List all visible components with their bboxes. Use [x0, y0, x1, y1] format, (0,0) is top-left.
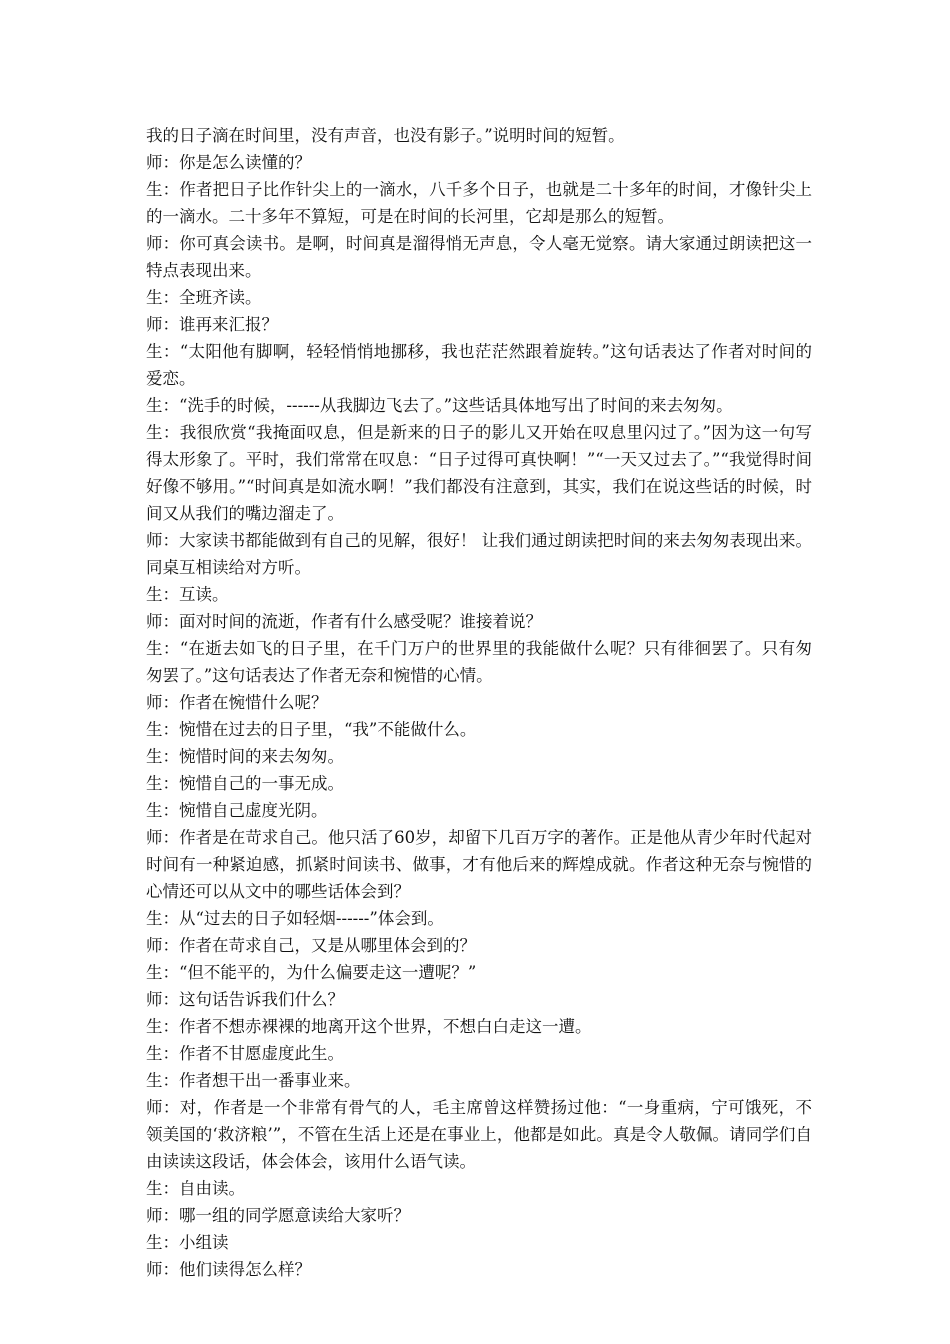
paragraph: 生：惋惜自己虚度光阴。	[146, 801, 328, 820]
paragraph: 师：作者在惋惜什么呢？	[146, 693, 328, 712]
paragraph: 生：自由读。	[146, 1179, 245, 1198]
paragraph: 生：全班齐读。	[146, 288, 262, 307]
paragraph: 师：面对时间的流逝，作者有什么感受呢？谁接着说？	[146, 612, 542, 631]
paragraph: 生：作者不甘愿虚度此生。	[146, 1044, 344, 1063]
paragraph: 生：“太阳他有脚啊，轻轻悄悄地挪移，我也茫茫然跟着旋转。”这句话表达了作者对时间的爱恋。	[146, 342, 812, 388]
paragraph: 师：他们读得怎么样？	[146, 1260, 311, 1279]
paragraph: 生：作者不想赤裸裸的地离开这个世界，不想白白走这一遭。	[146, 1017, 592, 1036]
paragraph: 师：对，作者是一个非常有骨气的人，毛主席曾这样赞扬过他：“一身重病，宁可饿死，不领美国的‘救济粮’”，不管在生活上还是在事业上，他都是如此。真是令人敬佩。请同学们自由读读这段话，体会体会，该用什么语气读。	[146, 1098, 812, 1171]
paragraph: 生：小组读	[146, 1233, 229, 1252]
document-body	[146, 122, 812, 1283]
paragraph: 生：互读。	[146, 585, 229, 604]
paragraph: 师：你是怎么读懂的？	[146, 153, 311, 172]
paragraph: 师：这句话告诉我们什么？	[146, 990, 344, 1009]
paragraph: 师：作者在苛求自己，又是从哪里体会到的？	[146, 936, 476, 955]
paragraph: 生：“但不能平的，为什么偏要走这一遭呢？”	[146, 963, 477, 982]
paragraph: 生：惋惜自己的一事无成。	[146, 774, 344, 793]
paragraph: 师：大家读书都能做到有自己的见解，很好！ 让我们通过朗读把时间的来去匆匆表现出来。同桌互相读给对方听。	[146, 531, 812, 577]
paragraph: 生：作者想干出一番事业来。	[146, 1071, 361, 1090]
paragraph: 生：惋惜在过去的日子里，“我”不能做什么。	[146, 720, 477, 739]
paragraph: 生：惋惜时间的来去匆匆。	[146, 747, 344, 766]
paragraph: 师：谁再来汇报？	[146, 315, 278, 334]
paragraph: 生：作者把日子比作针尖上的一滴水，八千多个日子，也就是二十多年的时间，才像针尖上的一滴水。二十多年不算短，可是在时间的长河里，它却是那么的短暂。	[146, 180, 812, 226]
paragraph: 我的日子滴在时间里，没有声音，也没有影子。”说明时间的短暂。	[146, 126, 625, 145]
paragraph: 师：你可真会读书。是啊，时间真是溜得悄无声息，令人毫无觉察。请大家通过朗读把这一特点表现出来。	[146, 234, 812, 280]
paragraph: 生：“在逝去如飞的日子里，在千门万户的世界里的我能做什么呢？只有徘徊罢了。只有匆匆罢了。”这句话表达了作者无奈和惋惜的心情。	[146, 639, 812, 685]
paragraph: 师：哪一组的同学愿意读给大家听？	[146, 1206, 410, 1225]
paragraph: 师：作者是在苛求自己。他只活了60岁，却留下几百万字的著作。正是他从青少年时代起对时间有一种紧迫感，抓紧时间读书、做事，才有他后来的辉煌成就。作者这种无奈与惋惜的心情还可以从文中的哪些话体会到？	[146, 828, 812, 901]
paragraph: 生：我很欣赏“我掩面叹息，但是新来的日子的影儿又开始在叹息里闪过了。”因为这一句写得太形象了。平时，我们常常在叹息：“日子过得可真快啊！”“一天又过去了。”“我觉得时间好像不够用。”“时间真是如流水啊！”我们都没有注意到，其实，我们在说这些话的时候，时间又从我们的嘴边溜走了。	[146, 423, 812, 523]
paragraph: 生：“洗手的时候，------从我脚边飞去了。”这些话具体地写出了时间的来去匆匆。	[146, 396, 733, 415]
paragraph: 生：从“过去的日子如轻烟------”体会到。	[146, 909, 444, 928]
